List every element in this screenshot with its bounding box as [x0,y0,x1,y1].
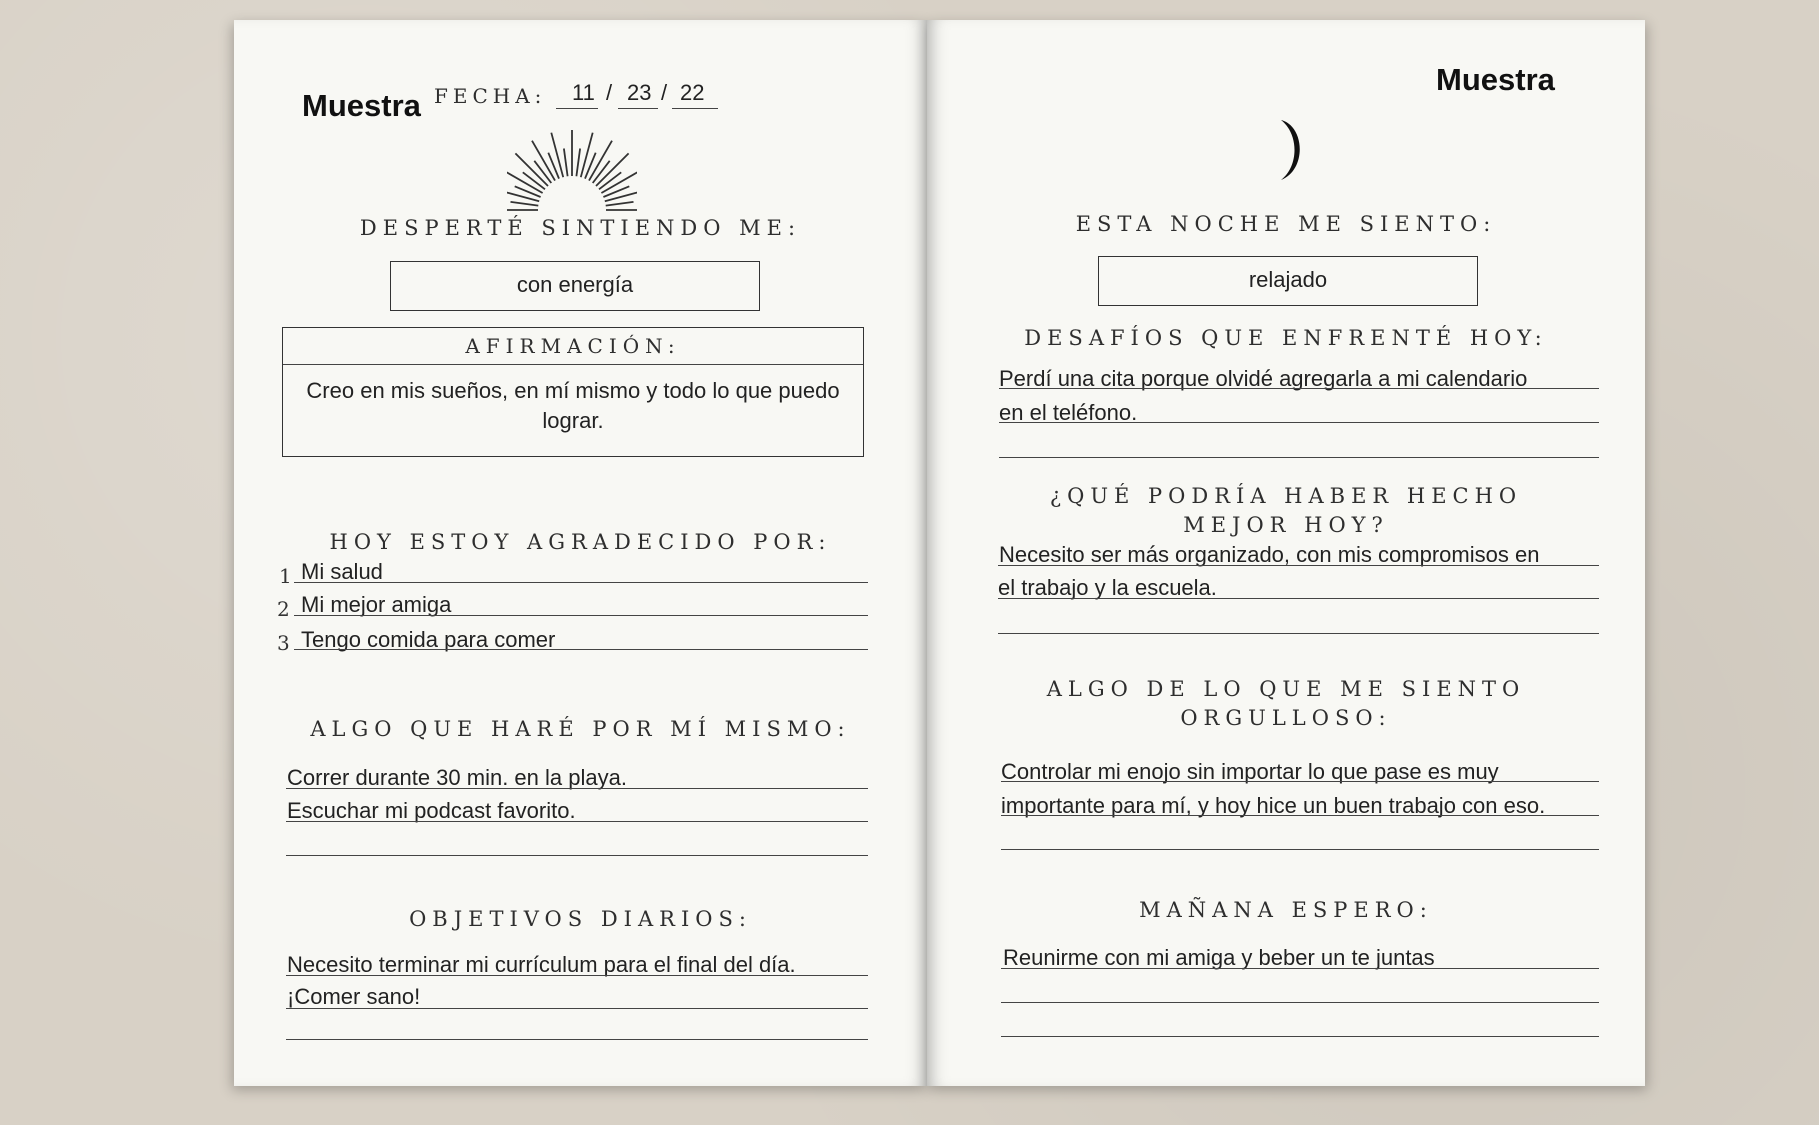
grateful-item-3[interactable]: Tengo comida para comer [301,627,556,652]
date-field[interactable] [556,78,946,112]
proud-line-1[interactable]: Controlar mi enojo sin importar lo que pase es muy [1001,759,1499,784]
grateful-heading: HOY ESTOY AGRADECIDO POR: [329,530,832,554]
date-label: FECHA: [434,84,547,108]
challenges-heading: DESAFÍOS QUE ENFRENTÉ HOY: [1024,326,1548,350]
proud-line-2[interactable]: importante para mí, y hoy hice un buen trabajo con eso. [1001,793,1546,818]
left-page [234,20,927,1086]
watermark-right: Muestra [1436,62,1555,97]
goals-line-3[interactable] [286,1039,868,1040]
grateful-num-2: 2 [277,597,290,621]
self-line-3[interactable] [286,855,868,856]
date-sep-2: / [661,80,668,105]
proud-line-3[interactable] [1001,849,1599,850]
grateful-num-1: 1 [279,564,292,588]
self-heading: ALGO QUE HARÉ POR MÍ MISMO: [310,717,851,741]
affirmation-box[interactable] [282,327,864,457]
tomorrow-heading: MAÑANA ESPERO: [1139,898,1433,922]
goals-heading: OBJETIVOS DIARIOS: [409,907,752,931]
crescent-moon-icon [1267,100,1327,190]
date-month: 11 [572,80,595,105]
sunrise-icon [507,124,637,214]
date-sep-1: / [606,80,613,105]
tonight-heading: ESTA NOCHE ME SIENTO: [1075,212,1497,236]
tomorrow-line-3[interactable] [1001,1036,1599,1037]
proud-heading-2: ORGULLOSO: [1180,706,1392,730]
date-year: 22 [680,80,705,105]
better-line-2[interactable]: el trabajo y la escuela. [998,575,1217,600]
woke-feeling-value: con energía [516,272,634,297]
affirmation-text: Creo en mis sueños, en mí mismo y todo lo que puedo lograr. [306,378,840,433]
tonight-feeling-value: relajado [1248,267,1328,292]
tonight-feeling-box[interactable] [1098,256,1478,306]
watermark-left: Muestra [302,88,421,123]
woke-heading: DESPERTÉ SINTIENDO ME: [359,216,802,240]
proud-heading-1: ALGO DE LO QUE ME SIENTO [1046,677,1526,701]
self-line-1[interactable]: Correr durante 30 min. en la playa. [287,765,627,790]
self-line-2[interactable]: Escuchar mi podcast favorito. [287,798,576,823]
date-day: 23 [627,80,652,105]
challenges-line-1[interactable]: Perdí una cita porque olvidé agregarla a mi calendario [999,366,1528,391]
better-heading-1: ¿QUÉ PODRÍA HABER HECHO [1049,484,1523,508]
goals-line-2[interactable]: ¡Comer sano! [287,984,421,1009]
affirmation-heading: AFIRMACIÓN: [465,334,681,358]
challenges-line-2[interactable]: en el teléfono. [999,400,1138,425]
grateful-item-1[interactable]: Mi salud [301,559,383,584]
tomorrow-line-1[interactable]: Reunirme con mi amiga y beber un te juntas [1003,945,1435,970]
goals-line-1[interactable]: Necesito terminar mi currículum para el final del día. [287,952,796,977]
grateful-num-3: 3 [277,631,290,655]
grateful-item-2[interactable]: Mi mejor amiga [301,592,452,617]
challenges-line-3[interactable] [999,457,1599,458]
better-heading-2: MEJOR HOY? [1183,513,1389,537]
better-line-3[interactable] [998,633,1599,634]
right-page [927,20,1645,1086]
better-line-1[interactable]: Necesito ser más organizado, con mis compromisos en [999,542,1540,567]
tomorrow-line-2[interactable] [1001,1002,1599,1003]
woke-feeling-box[interactable] [390,261,760,311]
